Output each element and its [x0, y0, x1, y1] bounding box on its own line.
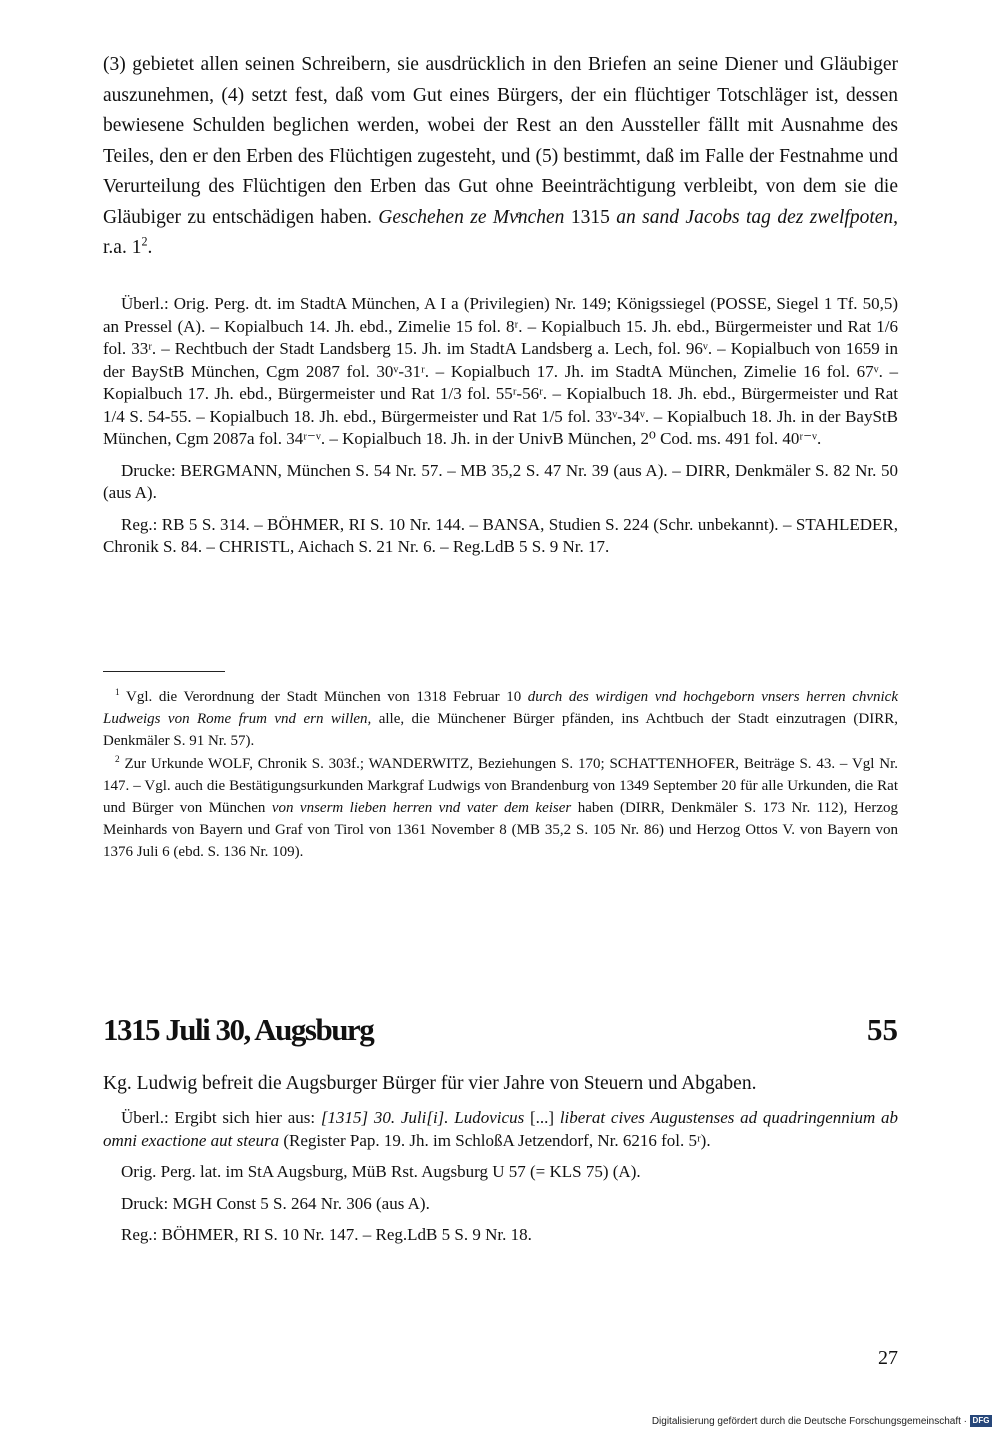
dfg-footer-text: Digitalisierung gefördert durch die Deutsche Forschungsgemeinschaft ·: [651, 1415, 967, 1427]
footnote-1-quote: durch des wirdigen vnd hochgeborn vnsers herren chvnick Ludweigs von Rome frum vnd ern willen,: [103, 689, 898, 728]
text-quote-place: Geschehen ze Mvͤnchen: [378, 206, 565, 228]
text-body: (3) gebietet allen seinen Schreibern, sie ausdrücklich in den Briefen an seine Diener und Gläubiger auszunehmen, (4) setzt fest, daß vom Gut eines Bürgers, der ein flüchtiger Totschläger ist, dessen bewiesene Schulden beglichen werden, wobei der Rest an den Aussteller fällt mit Ausnahme des Teiles, den er den Erben des Flüchtigen zugesteht, und (5) bestimmt, daß im Falle der Festnahme und Verurteilung des Flüchtigen den Erben das Gut ohne Beeinträchtigung verbleibt, von dem sie die Gläubiger zu entschädigen haben.: [103, 54, 898, 228]
druck-55: Druck: MGH Const 5 S. 264 Nr. 306 (aus A).: [121, 1193, 430, 1213]
document-54-text: [103, 50, 898, 264]
document-55-summary: Kg. Ludwig befreit die Augsburger Bürger für vier Jahre von Steuern und Abgaben.: [103, 1073, 757, 1094]
document-55-date-place: 1315 Juli 30, Augsburg: [103, 1012, 374, 1047]
footnote-2-quote: von vnserm lieben herren vnd vater dem keiser: [271, 800, 572, 817]
ueberlieferung-55-label: Überl.: Ergibt sich hier aus:: [121, 1108, 316, 1127]
footnote-1: [103, 686, 898, 753]
text-end: .: [147, 237, 153, 258]
footnote-1-text-end: alle, die Münchener Bürger pfänden, ins Achtbuch der Stadt einzutragen (DIRR, Denkmäler S. 91 Nr. 57).: [103, 711, 899, 750]
document-55-heading: [103, 1012, 898, 1052]
document-55-number: 55: [867, 1012, 898, 1047]
page-number: 27: [878, 1347, 898, 1369]
document-54-apparatus: [103, 293, 898, 559]
ueberlieferung-55-quote-a: [1315] 30. Juli[i]. Ludovicus: [320, 1108, 525, 1127]
ueberlieferung-55-ellipsis: [...]: [529, 1108, 555, 1127]
page: [103, 50, 899, 1369]
ueberlieferung-55-source: (Register Pap. 19. Jh. im SchloßA Jetzendorf, Nr. 6216 fol. 5ʳ).: [283, 1130, 711, 1150]
text-quote-date: an sand Jacobs tag dez zwelfpoten: [616, 206, 894, 228]
footnote-2: [103, 753, 898, 864]
footnote-1-text: Vgl. die Verordnung der Stadt München von 1318 Februar 10: [125, 689, 522, 705]
footnote-separator: [103, 671, 225, 672]
text-year: 1315: [570, 206, 610, 228]
regesten-54: Reg.: RB 5 S. 314. – BÖHMER, RI S. 10 Nr. 144. – BANSA, Studien S. 224 (Schr. unbekannt). – STAHLEDER, Chronik S. 84. – CHRISTL, Aichach S. 21 Nr. 6. – Reg.LdB 5 S. 9 Nr. 17.: [103, 514, 898, 556]
footnote-2-text: Zur Urkunde WOLF, Chronik S. 303f.; WANDERWITZ, Beziehungen S. 170; SCHATTENHOFER, Beiträge S. 43. – Vgl Nr. 147. – Vgl. auch die Bestätigungsurkunden Markgraf Ludwigs von Brandenburg von 1349 September 20 für alle Urkunden, die Rat und Bürger von München: [103, 755, 899, 817]
original-55: Orig. Perg. lat. im StA Augsburg, MüB Rst. Augsburg U 57 (= KLS 75) (A).: [121, 1162, 641, 1181]
footnote-1-mark: 1: [115, 688, 120, 698]
footnote-ref-2[interactable]: 2: [141, 234, 148, 249]
footnote-2-text-end: haben (DIRR, Denkmäler S. 173 Nr. 112), Herzog Meinhards von Bayern und Graf von Tirol von 1361 November 8 (MB 35,2 S. 105 Nr. 86) und Herzog Ottos V. von Bayern von 1376 Juli 6 (ebd. S. 136 Nr. 109).: [103, 800, 898, 861]
text-regnal-year: , r.a. 1: [103, 206, 899, 258]
footnotes: [103, 686, 898, 864]
footnote-2-mark: 2: [115, 754, 120, 765]
document-55-body: [103, 1070, 898, 1247]
dfg-footer: [652, 1415, 992, 1427]
dfg-logo-icon: DFG: [970, 1415, 992, 1427]
ueberlieferung-55: [103, 1107, 898, 1152]
ueberlieferung-55-quote-b: liberat cives Augustenses ad quadringennium ab omni exactione aut steura: [103, 1108, 899, 1150]
regesten-55: Reg.: BÖHMER, RI S. 10 Nr. 147. – Reg.LdB 5 S. 9 Nr. 18.: [121, 1225, 532, 1244]
ueberlieferung-54: Überl.: Orig. Perg. dt. im StadtA München, A I a (Privilegien) Nr. 149; Königssiegel (POSSE, Siegel 1 Tf. 50,5) an Pressel (A). – Kopialbuch 14. Jh. ebd., Zimelie 15 fol. 8ʳ. – Kopialbuch 15. Jh. ebd., Bürgermeister und Rat 1/6 fol. 33ʳ. – Rechtbuch der Stadt Landsberg 15. Jh. im StadtA Landsberg a. Lech, fol. 96ᵛ. – Kopialbuch von 1659 in der BayStB München, Cgm 2087 fol. 30ᵛ-31ʳ. – Kopialbuch 17. Jh. im StadtA München, Zimelie 16 fol. 67ᵛ. – Kopialbuch 17. Jh. ebd., Bürgermeister und Rat 1/3 fol. 55ʳ-56ʳ. – Kopialbuch 18. Jh. ebd., Bürgermeister und Rat 1/4 S. 54-55. – Kopialbuch 18. Jh. ebd., Bürgermeister und Rat 1/5 fol. 33ᵛ-34ᵛ. – Kopialbuch 18. Jh. in der BayStB München, Cgm 2087a fol. 34ʳ⁻ᵛ. – Kopialbuch 18. Jh. in der UnivB München, 2⁰ Cod. ms. 491 fol. 40ʳ⁻ᵛ.: [103, 294, 898, 448]
drucke-54: Drucke: BERGMANN, München S. 54 Nr. 57. – MB 35,2 S. 47 Nr. 39 (aus A). – DIRR, Denkmäler S. 82 Nr. 50 (aus A).: [103, 460, 898, 502]
